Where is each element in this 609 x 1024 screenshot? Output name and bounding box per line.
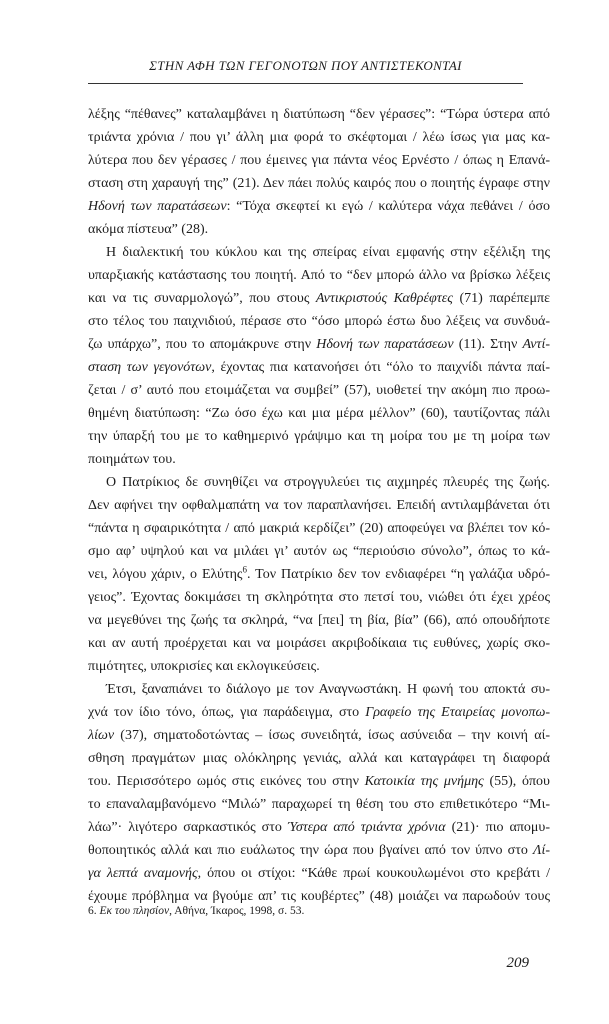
text-line: τριάντα χρόνια / που γι’ άλλη μια φορά το σκέφτομαι / λέω ίσως για μας κα-	[88, 130, 550, 145]
text-line: πιμότητες, υποκρισίες και εκλογικεύσεις.	[88, 659, 320, 674]
text-line: Ο Πατρίκιος δε συνηθίζει να στρογγυλεύει τις αιχμηρές πλευρές της ζωής.	[106, 475, 550, 490]
body-text	[88, 103, 550, 908]
text-line: σταση στη χαραυγή της” (21). Δεν πάει πολύς καιρός που ο ποιητής έγραφε στην	[88, 176, 550, 191]
text-line: στο τέλος του παιχνιδιού, πέρασε στο “όσο μπορώ έστω δυο λέξεις να συνδυά-	[88, 314, 550, 329]
text-line: ζω υπάρχω”, που το απομάκρυνε στην Ηδονή των παρατάσεων (11). Στην Αντί-	[88, 337, 550, 352]
text-line: σθηση πραγμάτων μιας ολόκληρης γενιάς, αλλά και καταγράφει τη διαφορά	[88, 751, 550, 766]
text-line: θημένη διατύπωση: “Ζω όσο έχω και μια μέρα μέλλον” (60), ταυτίζοντας πάλι	[88, 406, 550, 421]
page-number: 209	[506, 955, 529, 971]
text-line: του. Περισσότερο ωμός στις εικόνες του στην Κατοικία της μνήμης (55), όπου	[88, 774, 550, 789]
text-line: γειος”. Έχοντας δοκιμάσει τη σκληρότητα στο πετσί του, νιώθει ότι έχει χρέος	[88, 590, 550, 605]
text-line: λίων (37), σηματοδοτώντας – ίσως συνειδητά, ίσως ασύνειδα – την κοινή αί-	[88, 728, 550, 743]
text-line: την ύπαρξή του με το καθημερινό γράψιμο και τη μοίρα του με τη μοίρα των	[88, 429, 550, 444]
header-rule	[88, 83, 523, 84]
text-line: Δεν αφήνει την οφθαλμαπάτη να τον παραπλανήσει. Επειδή αντιλαμβάνεται ότι	[88, 498, 550, 513]
text-line: ακόμα πίστευα” (28).	[88, 222, 209, 237]
text-line: το επαναλαμβανόμενο “Μιλώ” παραχωρεί τη θέση του στο επιθετικότερο “Μι-	[88, 797, 550, 812]
text-line: έχουμε πρόβλημα να βγούμε απ’ τις κουβέρτες” (48) μοιάζει να παρωδούν τους	[88, 889, 550, 904]
text-line: να μεγεθύνει της ζωής τα σκληρά, “να [πει] τη βία, βία” (66), από οπουδήποτε	[88, 613, 550, 628]
text-line: λέξης “πέθανες” καταλαμβάνει η διατύπωση “δεν γέρασες”: “Τώρα ύστερα από	[88, 107, 550, 122]
text-line: σμο αφ’ υψηλού και να μιλάει γι’ αυτόν ως “περιούσιο σύνολο”, όπως το κά-	[88, 544, 550, 559]
text-line: σταση των γεγονότων, έχοντας πια κατανοήσει ότι “όλο το παιχνίδι πάντα παί-	[88, 360, 550, 375]
running-head: ΣΤΗΝ ΑΦΗ ΤΩΝ ΓΕΓΟΝΟΤΩΝ ΠΟΥ ΑΝΤΙΣΤΕΚΟΝΤΑΙ	[149, 58, 462, 73]
text-line: χνά τον ίδιο τόνο, όπως, για παράδειγμα, στο Γραφείο της Εταιρείας μονοπω-	[88, 705, 551, 720]
text-line: θοποιητικός αλλά και πιο ευάλωτος την ώρα που βγαίνει από τον ύπνο στο Λί-	[88, 843, 550, 858]
text-line: λύτερα που δεν γέρασες / που έμεινες για πάντα νέος Ερνέστο / όπως η Επανά-	[88, 153, 550, 168]
text-line: και αν αυτή προέρχεται και να μοιράσει ακριβοδίκαια τις ευθύνες, χωρίς σκο-	[88, 636, 550, 651]
text-line: γα λεπτά αναμονής, όπου οι στίχοι: “Κάθε πρωί κουκουλωμένοι στο κρεβάτι /	[88, 866, 550, 881]
text-line: “πάντα η σφαιρικότητα / από μακριά κερδίζει” (20) αποφεύγει να βλέπει τον κό-	[88, 521, 550, 536]
text-line: Έτσι, ξαναπιάνει το διάλογο με τον Αναγνωστάκη. Η φωνή του αποκτά συ-	[106, 682, 550, 697]
text-line: υπαρξιακής κατάστασης του ποιητή. Από το “δεν μπορώ άλλο να βρίσκω λέξεις	[88, 268, 550, 283]
text-line: ποιημάτων του.	[88, 452, 176, 467]
text-line: και να τις συναρμολογώ”, που στους Αντικριστούς Καθρέφτες (71) παρέπεμπε	[88, 291, 550, 306]
text-line: ζεται / σ’ αυτό που ετοιμάζεται να συμβεί” (57), υιοθετεί την ακόμη πιο προω-	[88, 383, 550, 398]
footnote: 6. Εκ του πλησίον, Αθήνα, Ίκαρος, 1998, σ. 53.	[88, 905, 305, 917]
text-line: λάω”· λιγότερο σαρκαστικός στο Ύστερα από τριάντα χρόνια (21)· πιο απομυ-	[88, 820, 550, 835]
text-line: νει, λόγου χάριν, ο Ελύτης$^6$. Τον Πατρίκιο δεν τον ενδιαφέρει “η γαλάζια υδρό-	[88, 564, 551, 582]
text-line: Η διαλεκτική του κύκλου και της σπείρας είναι εμφανής στην εξέλιξη της	[106, 245, 550, 260]
text-line: Ηδονή των παρατάσεων: “Τόχα σκεφτεί κι εγώ / καλύτερα νάχα πεθάνει / όσο	[88, 199, 550, 214]
